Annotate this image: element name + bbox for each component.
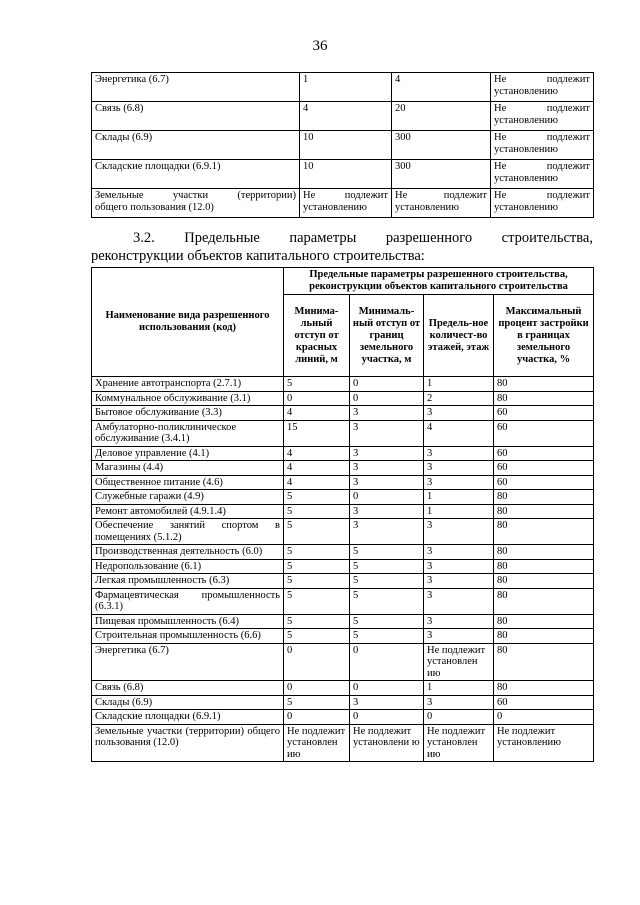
row-name: Связь (6.8) <box>92 681 284 696</box>
row-value: 1 <box>424 681 494 696</box>
row-value: 60 <box>494 461 594 476</box>
row-status <box>491 73 594 102</box>
row-name: Строительная промышленность (6.6) <box>92 629 284 644</box>
row-name: Связь (6.8) <box>92 102 300 131</box>
row-value: 0 <box>350 377 424 392</box>
row-value: 15 <box>284 420 350 446</box>
status-line <box>494 132 590 144</box>
row-value: 3 <box>424 475 494 490</box>
row-value: 300 <box>392 160 491 189</box>
row-status <box>491 189 594 218</box>
row-status <box>300 189 392 218</box>
status-line <box>494 190 590 202</box>
row-value: 60 <box>494 475 594 490</box>
status-word: установлению <box>494 85 558 97</box>
row-value: Не подлежит установлен ию <box>424 643 494 681</box>
row-value: 5 <box>350 588 424 614</box>
table-row <box>92 131 594 160</box>
row-value: 3 <box>350 461 424 476</box>
table-row <box>92 446 594 461</box>
status-word: установлению <box>303 201 367 213</box>
name-line: общего пользования (12.0) <box>95 201 214 213</box>
row-name <box>92 189 300 218</box>
row-value: 80 <box>494 519 594 545</box>
table-row <box>92 504 594 519</box>
row-value: 3 <box>350 695 424 710</box>
row-value: 4 <box>284 446 350 461</box>
row-value: 3 <box>350 504 424 519</box>
row-value: 5 <box>284 377 350 392</box>
row-value: 3 <box>350 406 424 421</box>
status-word: Не <box>395 190 408 201</box>
table-row <box>92 588 594 614</box>
row-value: 3 <box>350 519 424 545</box>
heading-word: Предельные <box>184 230 260 246</box>
table-row <box>92 420 594 446</box>
row-value: 80 <box>494 559 594 574</box>
row-value: 3 <box>424 614 494 629</box>
status-word: подлежит <box>344 190 388 201</box>
row-value: 60 <box>494 420 594 446</box>
row-name: Деловое управление (4.1) <box>92 446 284 461</box>
row-value: 80 <box>494 681 594 696</box>
table-row <box>92 406 594 421</box>
header-col-coverage: Максимальный процент застройки в границах земельного участка, % <box>494 295 594 377</box>
heading-word: строительства, <box>501 230 593 246</box>
row-value: 80 <box>494 545 594 560</box>
row-name: Склады (6.9) <box>92 131 300 160</box>
row-value: 4 <box>284 475 350 490</box>
parameters-table <box>91 267 594 762</box>
row-value: 80 <box>494 614 594 629</box>
row-value: 80 <box>494 643 594 681</box>
status-word: Не <box>494 103 507 114</box>
header-name-col: Наименование вида разрешенного использования (код) <box>92 268 284 377</box>
row-value: 3 <box>424 545 494 560</box>
table-row <box>92 189 594 218</box>
row-value: 5 <box>350 559 424 574</box>
row-value: 80 <box>494 391 594 406</box>
row-name: Склады (6.9) <box>92 695 284 710</box>
row-value: 300 <box>392 131 491 160</box>
row-value: 4 <box>392 73 491 102</box>
table-row <box>92 475 594 490</box>
row-name: Пищевая промышленность (6.4) <box>92 614 284 629</box>
table-row <box>92 73 594 102</box>
table-row <box>92 724 594 762</box>
row-value: 20 <box>392 102 491 131</box>
heading-word: 3.2. <box>133 230 155 246</box>
table-row <box>92 519 594 545</box>
heading-word: разрешенного <box>385 230 473 246</box>
status-word: подлежит <box>546 74 590 85</box>
row-value: 10 <box>300 160 392 189</box>
row-value: 3 <box>424 559 494 574</box>
page-number: 36 <box>312 38 328 54</box>
table-row <box>92 102 594 131</box>
name-line <box>95 190 296 202</box>
status-word: установлению <box>494 172 558 184</box>
row-value: Не подлежит установлению <box>494 724 594 762</box>
row-value: 1 <box>300 73 392 102</box>
row-name: Бытовое обслуживание (3.3) <box>92 406 284 421</box>
status-word: Не <box>494 161 507 172</box>
row-value: 80 <box>494 629 594 644</box>
row-name: Амбулаторно-поликлиническое обслуживание (3.4.1) <box>92 420 284 446</box>
row-name: Земельные участки (территории) общего пользования (12.0) <box>92 724 284 762</box>
row-value: 3 <box>424 629 494 644</box>
row-value: Не подлежит установлен ию <box>284 724 350 762</box>
row-value: 5 <box>284 695 350 710</box>
row-value: 3 <box>424 446 494 461</box>
row-value: 3 <box>424 574 494 589</box>
header-col-floors: Предель-ное количест-во этажей, этаж <box>424 295 494 377</box>
row-value: 5 <box>350 629 424 644</box>
row-value: 4 <box>284 406 350 421</box>
row-value: 5 <box>284 574 350 589</box>
row-value: 5 <box>284 629 350 644</box>
row-value: 10 <box>300 131 392 160</box>
row-status <box>491 131 594 160</box>
section-heading <box>91 229 593 265</box>
status-word: Не <box>303 190 316 201</box>
row-value: Не подлежит установлен ию <box>424 724 494 762</box>
row-value: 60 <box>494 695 594 710</box>
row-value: 3 <box>424 461 494 476</box>
heading-word: параметры <box>289 230 357 246</box>
status-word: подлежит <box>546 190 590 201</box>
row-value: 1 <box>424 377 494 392</box>
row-value: 5 <box>284 614 350 629</box>
row-value: 1 <box>424 490 494 505</box>
row-value: 5 <box>284 559 350 574</box>
status-word: подлежит <box>546 132 590 143</box>
status-word: Не <box>494 132 507 143</box>
row-value: 5 <box>284 588 350 614</box>
row-value: 80 <box>494 574 594 589</box>
row-value: 0 <box>350 490 424 505</box>
row-value: 3 <box>424 695 494 710</box>
status-line <box>395 190 487 202</box>
row-value: 5 <box>284 490 350 505</box>
row-value: 0 <box>424 710 494 725</box>
section-heading-line1 <box>91 229 593 247</box>
row-value: 2 <box>424 391 494 406</box>
header-col-red-lines: Минима-льный отступ от красных линий, м <box>284 295 350 377</box>
row-value: 0 <box>350 710 424 725</box>
row-value: 80 <box>494 377 594 392</box>
row-value: 3 <box>350 446 424 461</box>
table-row <box>92 695 594 710</box>
row-value: 80 <box>494 490 594 505</box>
header-group: Предельные параметры разрешенного строительства, реконструкции объектов капитального строительства <box>284 268 594 295</box>
row-value: 5 <box>350 545 424 560</box>
row-name: Хранение автотранспорта (2.7.1) <box>92 377 284 392</box>
row-name: Служебные гаражи (4.9) <box>92 490 284 505</box>
row-name: Энергетика (6.7) <box>92 73 300 102</box>
row-value: 3 <box>424 588 494 614</box>
row-name: Складские площадки (6.9.1) <box>92 160 300 189</box>
table-row <box>92 461 594 476</box>
row-value: 0 <box>350 643 424 681</box>
row-value: 0 <box>284 391 350 406</box>
status-word: подлежит <box>443 190 487 201</box>
table-row <box>92 391 594 406</box>
status-word: установлению <box>494 201 558 213</box>
table-row <box>92 629 594 644</box>
status-word: подлежит <box>546 161 590 172</box>
name-word: участки <box>172 190 209 201</box>
row-value: 5 <box>284 504 350 519</box>
row-value: 4 <box>284 461 350 476</box>
row-value: 60 <box>494 406 594 421</box>
row-value: Не подлежит установлени ю <box>350 724 424 762</box>
row-value: 5 <box>350 614 424 629</box>
status-line <box>494 74 590 86</box>
row-value: 60 <box>494 446 594 461</box>
table-row <box>92 681 594 696</box>
name-word: (территории) <box>237 190 296 201</box>
table-row <box>92 614 594 629</box>
status-word: установлению <box>494 114 558 126</box>
row-value: 4 <box>300 102 392 131</box>
status-line <box>494 161 590 173</box>
status-word: Не <box>494 74 507 85</box>
header-col-boundary: Минималь-ный отступ от границ земельного участка, м <box>350 295 424 377</box>
section-heading-line2: реконструкции объектов капитального строительства: <box>91 248 425 264</box>
status-word: подлежит <box>546 103 590 114</box>
row-name: Недропользование (6.1) <box>92 559 284 574</box>
row-name: Фармацевтическая промышленность (6.3.1) <box>92 588 284 614</box>
row-name: Складские площадки (6.9.1) <box>92 710 284 725</box>
row-name: Легкая промышленность (6.3) <box>92 574 284 589</box>
row-value: 3 <box>424 406 494 421</box>
row-name: Обеспечение занятий спортом в помещениях (5.1.2) <box>92 519 284 545</box>
table-row <box>92 710 594 725</box>
row-value: 80 <box>494 504 594 519</box>
row-name: Коммунальное обслуживание (3.1) <box>92 391 284 406</box>
row-name: Энергетика (6.7) <box>92 643 284 681</box>
row-value: 3 <box>424 519 494 545</box>
row-value: 0 <box>284 681 350 696</box>
table-row <box>92 490 594 505</box>
row-value: 3 <box>350 475 424 490</box>
status-line <box>494 103 590 115</box>
row-value: 5 <box>284 545 350 560</box>
row-value: 5 <box>350 574 424 589</box>
status-word: Не <box>494 190 507 201</box>
table-row <box>92 643 594 681</box>
table-continuation <box>91 72 594 218</box>
row-value: 0 <box>350 391 424 406</box>
row-name: Ремонт автомобилей (4.9.1.4) <box>92 504 284 519</box>
row-value: 3 <box>350 420 424 446</box>
row-name: Производственная деятельность (6.0) <box>92 545 284 560</box>
row-value: 0 <box>350 681 424 696</box>
row-status <box>491 160 594 189</box>
row-value: 4 <box>424 420 494 446</box>
status-word: установлению <box>494 143 558 155</box>
name-word: Земельные <box>95 190 144 201</box>
row-status <box>491 102 594 131</box>
row-value: 5 <box>284 519 350 545</box>
table-row <box>92 559 594 574</box>
row-value: 0 <box>494 710 594 725</box>
status-line <box>303 190 388 202</box>
table-row <box>92 160 594 189</box>
table-row <box>92 545 594 560</box>
row-name: Магазины (4.4) <box>92 461 284 476</box>
table-row <box>92 377 594 392</box>
row-value: 0 <box>284 643 350 681</box>
row-name: Общественное питание (4.6) <box>92 475 284 490</box>
status-word: установлению <box>395 201 459 213</box>
row-status <box>392 189 491 218</box>
row-value: 0 <box>284 710 350 725</box>
row-value: 80 <box>494 588 594 614</box>
row-value: 1 <box>424 504 494 519</box>
table-row <box>92 574 594 589</box>
